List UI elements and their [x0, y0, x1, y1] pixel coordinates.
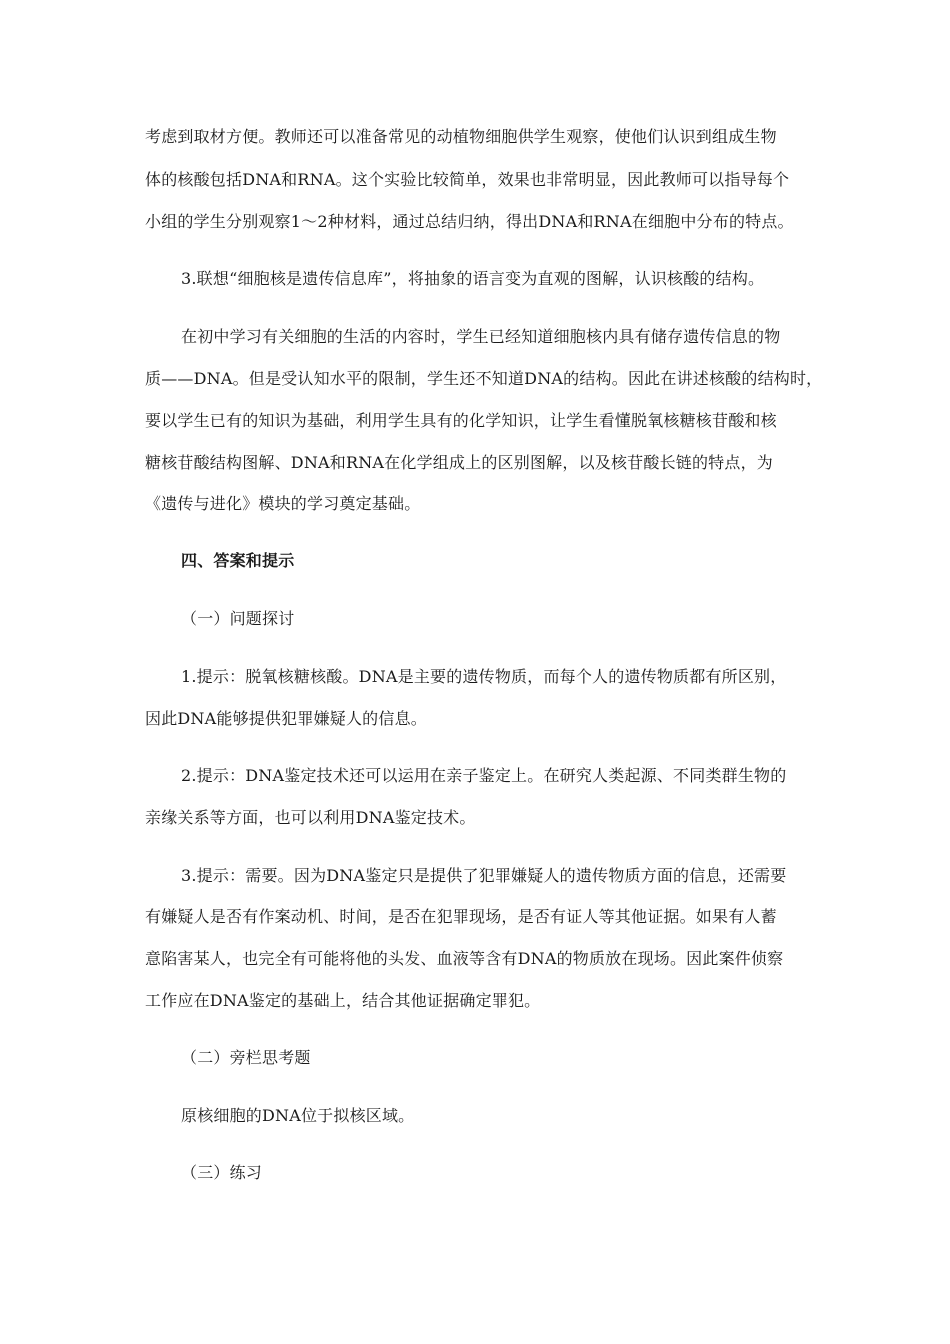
section-heading: 四、答案和提示 — [181, 551, 295, 570]
paragraph-line: 2.提示：DNA鉴定技术还可以运用在亲子鉴定上。在研究人类起源、不同类群生物的 — [181, 766, 787, 785]
paragraph-line: 1.提示：脱氧核糖核酸。DNA是主要的遗传物质，而每个人的遗传物质都有所区别， — [181, 667, 787, 686]
paragraph-line: 有嫌疑人是否有作案动机、时间，是否在犯罪现场，是否有证人等其他证据。如果有人蓄 — [145, 907, 777, 926]
subsection-heading: （一）问题探讨 — [181, 609, 295, 628]
paragraph-line: 3.联想“细胞核是遗传信息库”，将抽象的语言变为直观的图解，认识核酸的结构。 — [181, 269, 765, 288]
paragraph-line: 工作应在DNA鉴定的基础上，结合其他证据确定罪犯。 — [145, 991, 541, 1010]
paragraph-line: 糖核苷酸结构图解、DNA和RNA在化学组成上的区别图解，以及核苷酸长链的特点，为 — [145, 453, 773, 472]
paragraph-line: 亲缘关系等方面，也可以利用DNA鉴定技术。 — [145, 808, 476, 827]
paragraph-line: 质——DNA。但是受认知水平的限制，学生还不知道DNA的结构。因此在讲述核酸的结构时， — [145, 369, 823, 388]
paragraph-line: 体的核酸包括DNA和RNA。这个实验比较简单，效果也非常明显，因此教师可以指导每个 — [145, 170, 790, 189]
paragraph-line: 在初中学习有关细胞的生活的内容时，学生已经知道细胞核内具有储存遗传信息的物 — [181, 327, 781, 346]
subsection-heading: （二）旁栏思考题 — [181, 1048, 311, 1067]
paragraph-line: 要以学生已有的知识为基础，利用学生具有的化学知识，让学生看懂脱氧核糖核苷酸和核 — [145, 411, 777, 430]
paragraph-line: 小组的学生分别观察1～2种材料，通过总结归纳，得出DNA和RNA在细胞中分布的特点。 — [145, 212, 794, 231]
paragraph-line: 意陷害某人，也完全有可能将他的头发、血液等含有DNA的物质放在现场。因此案件侦察 — [145, 949, 784, 968]
paragraph-line: 因此DNA能够提供犯罪嫌疑人的信息。 — [145, 709, 427, 728]
paragraph-line: 3.提示：需要。因为DNA鉴定只是提供了犯罪嫌疑人的遗传物质方面的信息，还需要 — [181, 866, 787, 885]
paragraph-line: 原核细胞的DNA位于拟核区域。 — [181, 1106, 415, 1125]
subsection-heading: （三）练习 — [181, 1163, 263, 1182]
paragraph-line: 考虑到取材方便。教师还可以准备常见的动植物细胞供学生观察，使他们认识到组成生物 — [145, 127, 777, 146]
paragraph-line: 《遗传与进化》模块的学习奠定基础。 — [145, 494, 421, 513]
